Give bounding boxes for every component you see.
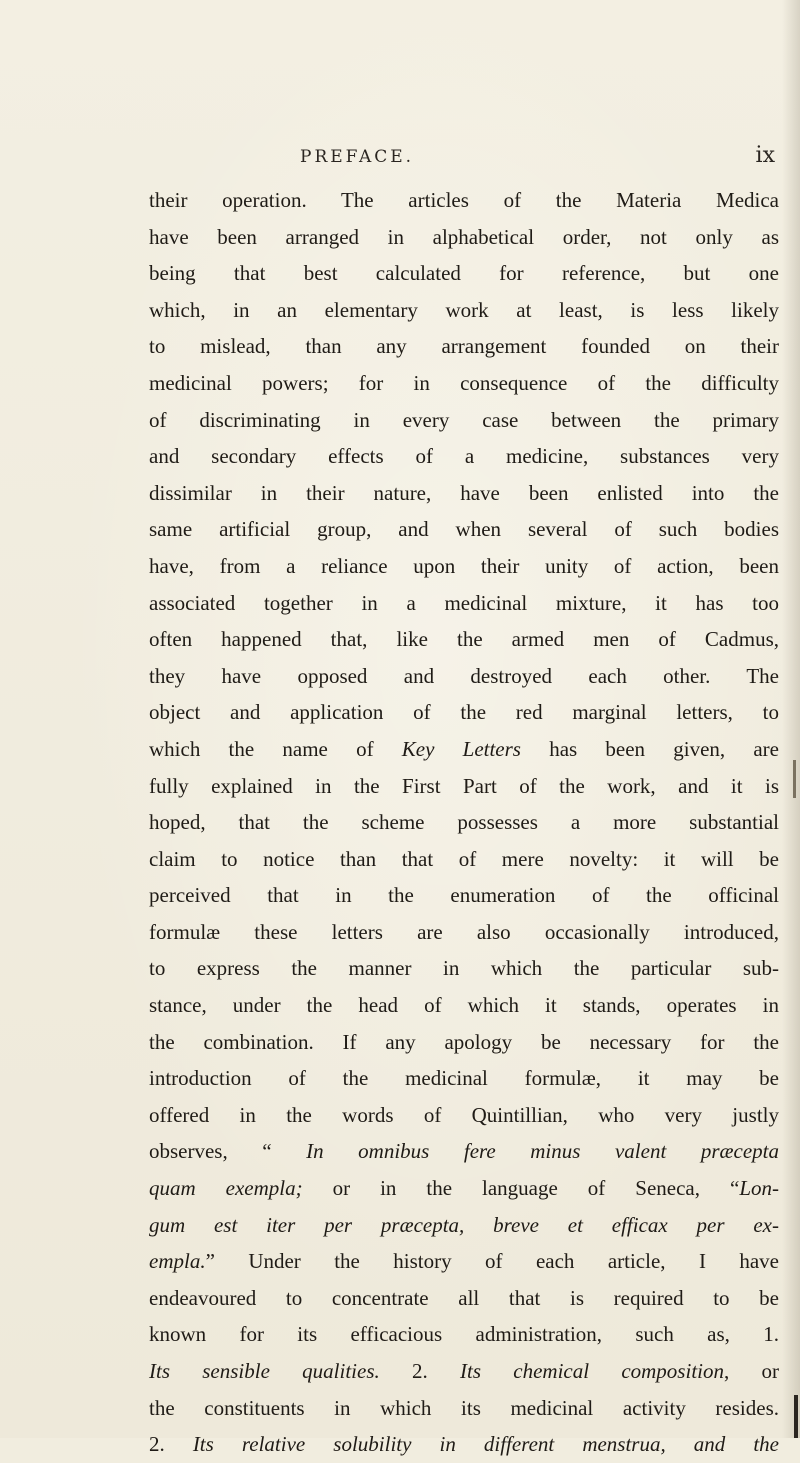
text-line: observes, “ In omnibus fere minus valent præcepta — [149, 1139, 779, 1164]
page-edge-shadow — [782, 0, 800, 1438]
text-line: 2. Its relative solubility in different menstrua, and the — [149, 1432, 779, 1457]
text-line: and secondary effects of a medicine, substances very — [149, 444, 779, 469]
text-line: have, from a reliance upon their unity of action, been — [149, 553, 779, 578]
text-line: empla.” Under the history of each article, I have — [149, 1249, 779, 1274]
text-line: which, in an elementary work at least, is less likely — [149, 297, 779, 322]
running-head — [300, 143, 775, 179]
text-line: often happened that, like the armed men of Cadmus, — [149, 627, 779, 652]
text-line: same artificial group, and when several of such bodies — [149, 517, 779, 542]
text-line: fully explained in the First Part of the work, and it is — [149, 773, 779, 798]
text-line: offered in the words of Quintillian, who very justly — [149, 1102, 779, 1127]
text-line: which the name of Key Letters has been given, are — [149, 736, 779, 761]
running-title: PREFACE. — [300, 147, 415, 167]
margin-mark — [794, 1395, 798, 1438]
body-text — [149, 182, 779, 1463]
text-line: object and application of the red marginal letters, to — [149, 700, 779, 725]
text-line: Its sensible qualities. 2. Its chemical composition, or — [149, 1359, 779, 1383]
text-line: introduction of the medicinal formulæ, it may be — [149, 1066, 779, 1091]
text-line: stance, under the head of which it stands, operates in — [149, 993, 779, 1018]
text-line: hoped, that the scheme possesses a more substantial — [149, 810, 779, 835]
text-line: gum est iter per præcepta, breve et efficax per ex- — [149, 1212, 779, 1237]
text-line: the combination. If any apology be necessary for the — [149, 1029, 779, 1054]
text-line: of discriminating in every case between the primary — [149, 407, 779, 432]
text-line: known for its efficacious administration, such as, 1. — [149, 1322, 779, 1347]
margin-mark — [793, 760, 796, 798]
text-line: they have opposed and destroyed each other. The — [149, 663, 779, 688]
page-number: ix — [755, 143, 775, 168]
text-line: the constituents in which its medicinal activity resides. — [149, 1395, 779, 1420]
text-line: medicinal powers; for in consequence of the difficulty — [149, 370, 779, 395]
text-line: being that best calculated for reference, but one — [149, 261, 779, 286]
text-line: associated together in a medicinal mixture, it has too — [149, 590, 779, 615]
text-line: have been arranged in alphabetical order, not only as — [149, 224, 779, 249]
text-line: claim to notice than that of mere novelty: it will be — [149, 846, 779, 871]
text-line: to mislead, than any arrangement founded on their — [149, 334, 779, 359]
text-line: perceived that in the enumeration of the officinal — [149, 883, 779, 908]
text-line: quam exempla; or in the language of Seneca, “Lon- — [149, 1176, 779, 1201]
text-line: dissimilar in their nature, have been enlisted into the — [149, 480, 779, 505]
text-line: their operation. The articles of the Materia Medica — [149, 188, 779, 212]
text-line: endeavoured to concentrate all that is required to be — [149, 1285, 779, 1310]
text-line: to express the manner in which the particular sub- — [149, 956, 779, 981]
text-line: formulæ these letters are also occasionally introduced, — [149, 919, 779, 944]
